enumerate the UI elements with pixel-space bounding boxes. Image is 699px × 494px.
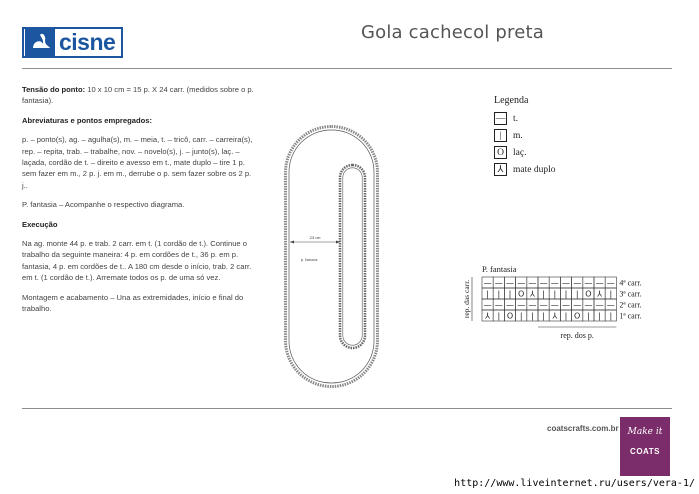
chart-stitch-symbol: | (564, 311, 568, 321)
chart-stitch-symbol: — (539, 300, 548, 310)
chart-stitch-symbol: ⅄ (529, 289, 535, 299)
chart-stitch-symbol: — (562, 278, 570, 288)
inner-label: p. fantasia (301, 257, 318, 262)
chart-stitch-symbol: O (585, 289, 592, 299)
logo-text: cisne (59, 29, 116, 55)
make-it-label: Make it (627, 427, 663, 437)
chart-stitch-symbol: | (598, 311, 601, 321)
legend-label: laç. (513, 147, 527, 158)
chart-stitch-symbol: — (483, 300, 492, 310)
chart-stitch-symbol: ⅄ (485, 311, 491, 321)
legend-item (494, 110, 555, 127)
chart-stitch-symbol: | (542, 289, 545, 299)
legend-item (494, 127, 555, 144)
footer-divider (22, 408, 672, 409)
tension-paragraph (22, 84, 254, 107)
chart-stitch-symbol: | (542, 311, 545, 321)
chart-title: P. fantasia (482, 264, 517, 274)
finish-text: Montagem e acabamento – Una as extremidades, início e final do trabalho. (22, 292, 244, 314)
chart-row-label: 3ª carr. (619, 289, 642, 299)
legend (494, 95, 555, 178)
legend-title: Legenda (494, 95, 529, 106)
chart-stitch-symbol: — (517, 300, 526, 310)
chart-stitch-symbol: — (595, 278, 604, 288)
chart-stitch-symbol: — (595, 300, 604, 310)
chart-stitch-symbol: — (606, 278, 615, 288)
page-title: Gola cachecol preta (360, 22, 544, 43)
chart-stitch-symbol: — (483, 278, 492, 288)
stitch-chart (462, 263, 662, 348)
chart-stitch-symbol: — (506, 278, 514, 288)
y-axis-label: rep. das carr. (462, 279, 471, 319)
chart-stitch-symbol: — (606, 300, 615, 310)
abbr-heading: Abreviaturas e pontos empregados: (22, 115, 152, 125)
legend-item (494, 161, 555, 178)
chart-stitch-symbol: — (506, 300, 514, 310)
chart-stitch-symbol: O (518, 289, 525, 299)
chart-stitch-symbol: — (573, 300, 582, 310)
tension-label: Tensão do ponto: (22, 85, 86, 94)
chart-stitch-symbol: — (584, 278, 593, 288)
chart-stitch-symbol: | (497, 289, 501, 299)
chart-stitch-symbol: — (539, 278, 548, 288)
chart-row-label: 2ª carr. (619, 300, 642, 310)
chart-row-label: 4ª carr. (619, 278, 642, 288)
chart-stitch-symbol: — (494, 278, 503, 288)
website-link[interactable]: coatscrafts.com.br (547, 424, 619, 433)
chart-stitch-symbol: — (550, 300, 559, 310)
cowl-inner-line (343, 168, 362, 345)
chart-stitch-symbol: | (497, 311, 501, 321)
chart-stitch-symbol: | (564, 289, 568, 299)
chart-stitch-symbol: O (506, 311, 514, 321)
instructions (22, 84, 254, 323)
chart-stitch-symbol: | (508, 289, 512, 299)
coats-label: COATS (630, 447, 660, 456)
yarn-over-symbol-icon: O (494, 146, 507, 159)
source-url: http://www.liveinternet.ru/users/vera-1/ (454, 478, 695, 489)
swan-icon (25, 29, 55, 56)
cowl-diagram (284, 125, 379, 388)
purl-symbol-icon: — (495, 113, 506, 124)
chart-stitch-symbol: | (553, 289, 557, 299)
legend-label: mate duplo (513, 164, 556, 175)
legend-item (494, 144, 555, 161)
chart-stitch-symbol: — (573, 278, 582, 288)
x-axis-label: rep. dos p. (560, 331, 594, 340)
chart-stitch-symbol: | (575, 289, 579, 299)
knit-symbol-icon: | (494, 129, 507, 142)
chart-stitch-symbol: — (562, 300, 570, 310)
chart-row-label: 1ª carr. (619, 311, 642, 321)
chart-stitch-symbol: — (584, 300, 593, 310)
chart-stitch-symbol: — (528, 278, 537, 288)
cowl-inner-edge (340, 165, 365, 348)
cowl-outer-edge (286, 127, 378, 387)
header-divider (22, 68, 672, 69)
chart-stitch-symbol: | (486, 289, 489, 299)
chart-stitch-symbol: | (609, 289, 613, 299)
chart-stitch-symbol: | (519, 311, 523, 321)
chart-stitch-symbol: | (587, 311, 590, 321)
chart-stitch-symbol: — (550, 278, 559, 288)
chart-stitch-symbol: ⅄ (597, 289, 603, 299)
chart-stitch-symbol: — (494, 300, 503, 310)
chart-stitch-symbol: | (531, 311, 534, 321)
chart-stitch-symbol: O (574, 311, 581, 321)
chart-stitch-symbol: | (609, 311, 613, 321)
abbr-text: p. – ponto(s), ag. – agulha(s), m. – meia, t. – tricô, carr. – carreira(s), rep. – repita, trab. – trabalhe, nov. – novelo(s), j. – junto(s), laç. – laçada, cordão de t. – direito e avesso em t., mate duplo – tire 1 p. sem fazer em m., 2 p. j. em m., derrube o p. sem fazer sobre os 2 p. j.. (22, 135, 253, 190)
chart-stitch-symbol: — (528, 300, 537, 310)
exec-heading: Execução (22, 219, 58, 229)
tension-text: 10 x 10 cm = 15 p. X 24 carr. (medidos sobre o p. fantasia). (22, 85, 254, 106)
legend-label: m. (513, 130, 523, 141)
width-label: 24 cm (309, 235, 321, 240)
coats-badge (620, 417, 670, 476)
exec-text: Na ag. monte 44 p. e trab. 2 carr. em t. (1 cordão de t.). Continue o trabalho da seguinte maneira: 4 p. em cordões de t., 36 p. em p. fantasia, 4 p. em cordões de t.. A 180 cm desde o início, trab. 2 carr. em t. (1 cordão de t.). Arremate todos os p. de uma só vez. (22, 239, 252, 283)
fantasy-text: P. fantasia – Acompanhe o respectivo diagrama. (22, 200, 185, 210)
chart-stitch-symbol: — (517, 278, 526, 288)
double-decrease-symbol-icon: ⅄ (494, 163, 507, 176)
chart-stitch-symbol: ⅄ (552, 311, 558, 321)
legend-label: t. (513, 113, 519, 124)
cisne-logo (22, 27, 123, 58)
